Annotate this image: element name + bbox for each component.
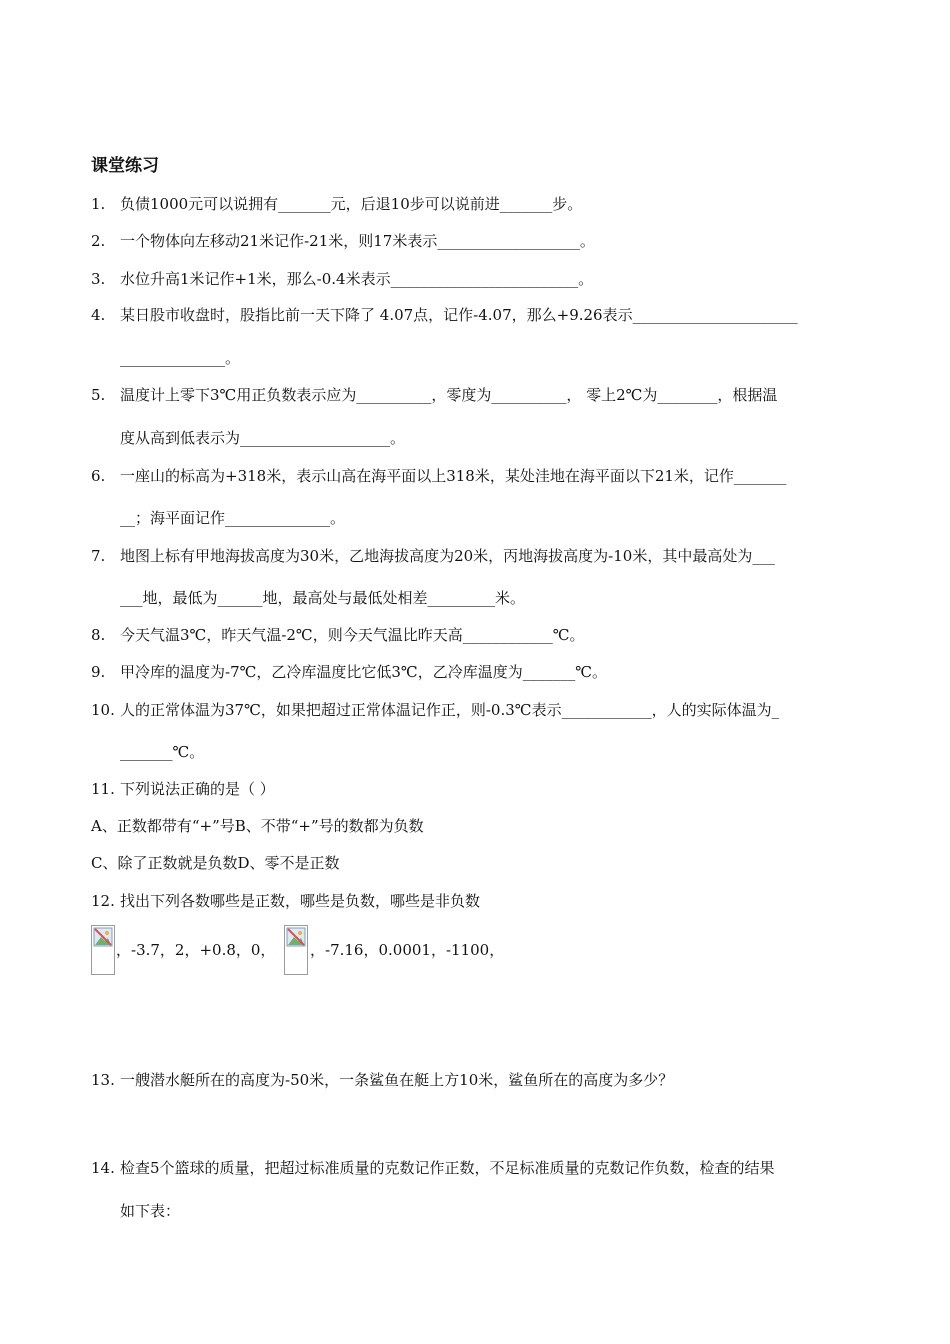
question-10-continued: _______℃。 [120, 743, 205, 761]
question-text: 一个物体向左移动21米记作-21米，则17米表示___________________。 [120, 232, 595, 250]
question-number: 9. [91, 663, 106, 681]
question-text: 某日股市收盘时，股指比前一天下降了 4.07点，记作-4.07，那么+9.26表示______________________ [120, 306, 798, 324]
section-heading: 课堂练习 [91, 156, 159, 176]
question-14-continued: 如下表： [120, 1202, 181, 1220]
question-text: 水位升高1米记作+1米，那么-0.4米表示_________________________。 [120, 270, 594, 288]
question-text: 甲冷库的温度为-7℃，乙冷库温度比它低3℃，乙冷库温度为_______℃。 [120, 663, 607, 681]
question-9 [91, 662, 607, 682]
question-number: 12. [91, 892, 115, 910]
image-placeholder-icon [93, 927, 113, 947]
question-number: 6. [91, 467, 106, 485]
question-number: 7. [91, 547, 106, 565]
question-7-continued: ___地，最低为______地，最高处与最低处相差_________米。 [120, 589, 526, 607]
question-text: 一艘潜水艇所在的高度为-50米，一条鲨鱼在艇上方10米，鲨鱼所在的高度为多少？ [120, 1071, 674, 1089]
question-1 [91, 194, 582, 214]
option-line-cd: C、除了正数就是负数D、零不是正数 [91, 854, 340, 872]
question-text: 检查5个篮球的质量，把超过标准质量的克数记作正数，不足标准质量的克数记作负数，检查的结果 [120, 1159, 775, 1177]
question-number: 8. [91, 626, 106, 644]
question-2 [91, 231, 595, 251]
question-12 [91, 891, 480, 911]
question-3 [91, 269, 593, 289]
question-text: 下列说法正确的是（ ） [120, 780, 275, 798]
question-4-continued: ______________。 [120, 349, 241, 367]
question-text: 今天气温3℃，昨天气温-2℃，则今天气温比昨天高____________℃。 [120, 626, 585, 644]
number-list-part1: ，-3.7，2，+0.8，0， [116, 941, 276, 959]
question-number: 14. [91, 1159, 115, 1177]
number-list-part2: ，-7.16，0.0001，-1100， [310, 941, 505, 959]
question-6 [91, 466, 786, 486]
question-11 [91, 779, 275, 799]
question-14 [91, 1158, 775, 1178]
question-number: 1. [91, 195, 106, 213]
question-number: 5. [91, 386, 106, 404]
question-number: 3. [91, 270, 106, 288]
question-text: 温度计上零下3℃用正负数表示应为__________，零度为__________， 零上2℃为________，根据温 [120, 386, 778, 404]
question-number: 11. [91, 780, 115, 798]
question-text: 负债1000元可以说拥有_______元，后退10步可以说前进_______步。 [120, 195, 583, 213]
question-number: 10. [91, 701, 115, 719]
option-line-ab: A、正数都带有“+”号B、不带“+”号的数都为负数 [91, 817, 424, 835]
question-number: 2. [91, 232, 106, 250]
question-5-continued: 度从高到低表示为____________________。 [120, 429, 406, 447]
question-text: 一座山的标高为+318米，表示山高在海平面以上318米，某处洼地在海平面以下21米，记作_______ [120, 467, 787, 485]
question-number: 13. [91, 1071, 115, 1089]
question-text: 人的正常体温为37℃，如果把超过正常体温记作正，则-0.3℃表示____________，人的实际体温为_ [120, 701, 780, 719]
broken-image-icon [91, 925, 115, 975]
question-7 [91, 546, 775, 566]
question-10 [91, 700, 779, 720]
question-number: 4. [91, 306, 106, 324]
question-5 [91, 385, 777, 405]
question-8 [91, 625, 585, 645]
broken-image-icon [284, 925, 308, 975]
question-text: 找出下列各数哪些是正数，哪些是负数，哪些是非负数 [120, 892, 481, 910]
image-placeholder-icon [286, 927, 306, 947]
question-text: 地图上标有甲地海拔高度为30米，乙地海拔高度为20米，丙地海拔高度为-10米，其中最高处为___ [120, 547, 775, 565]
question-6-continued: __；海平面记作______________。 [120, 509, 346, 527]
question-13 [91, 1070, 673, 1090]
question-4 [91, 305, 798, 325]
